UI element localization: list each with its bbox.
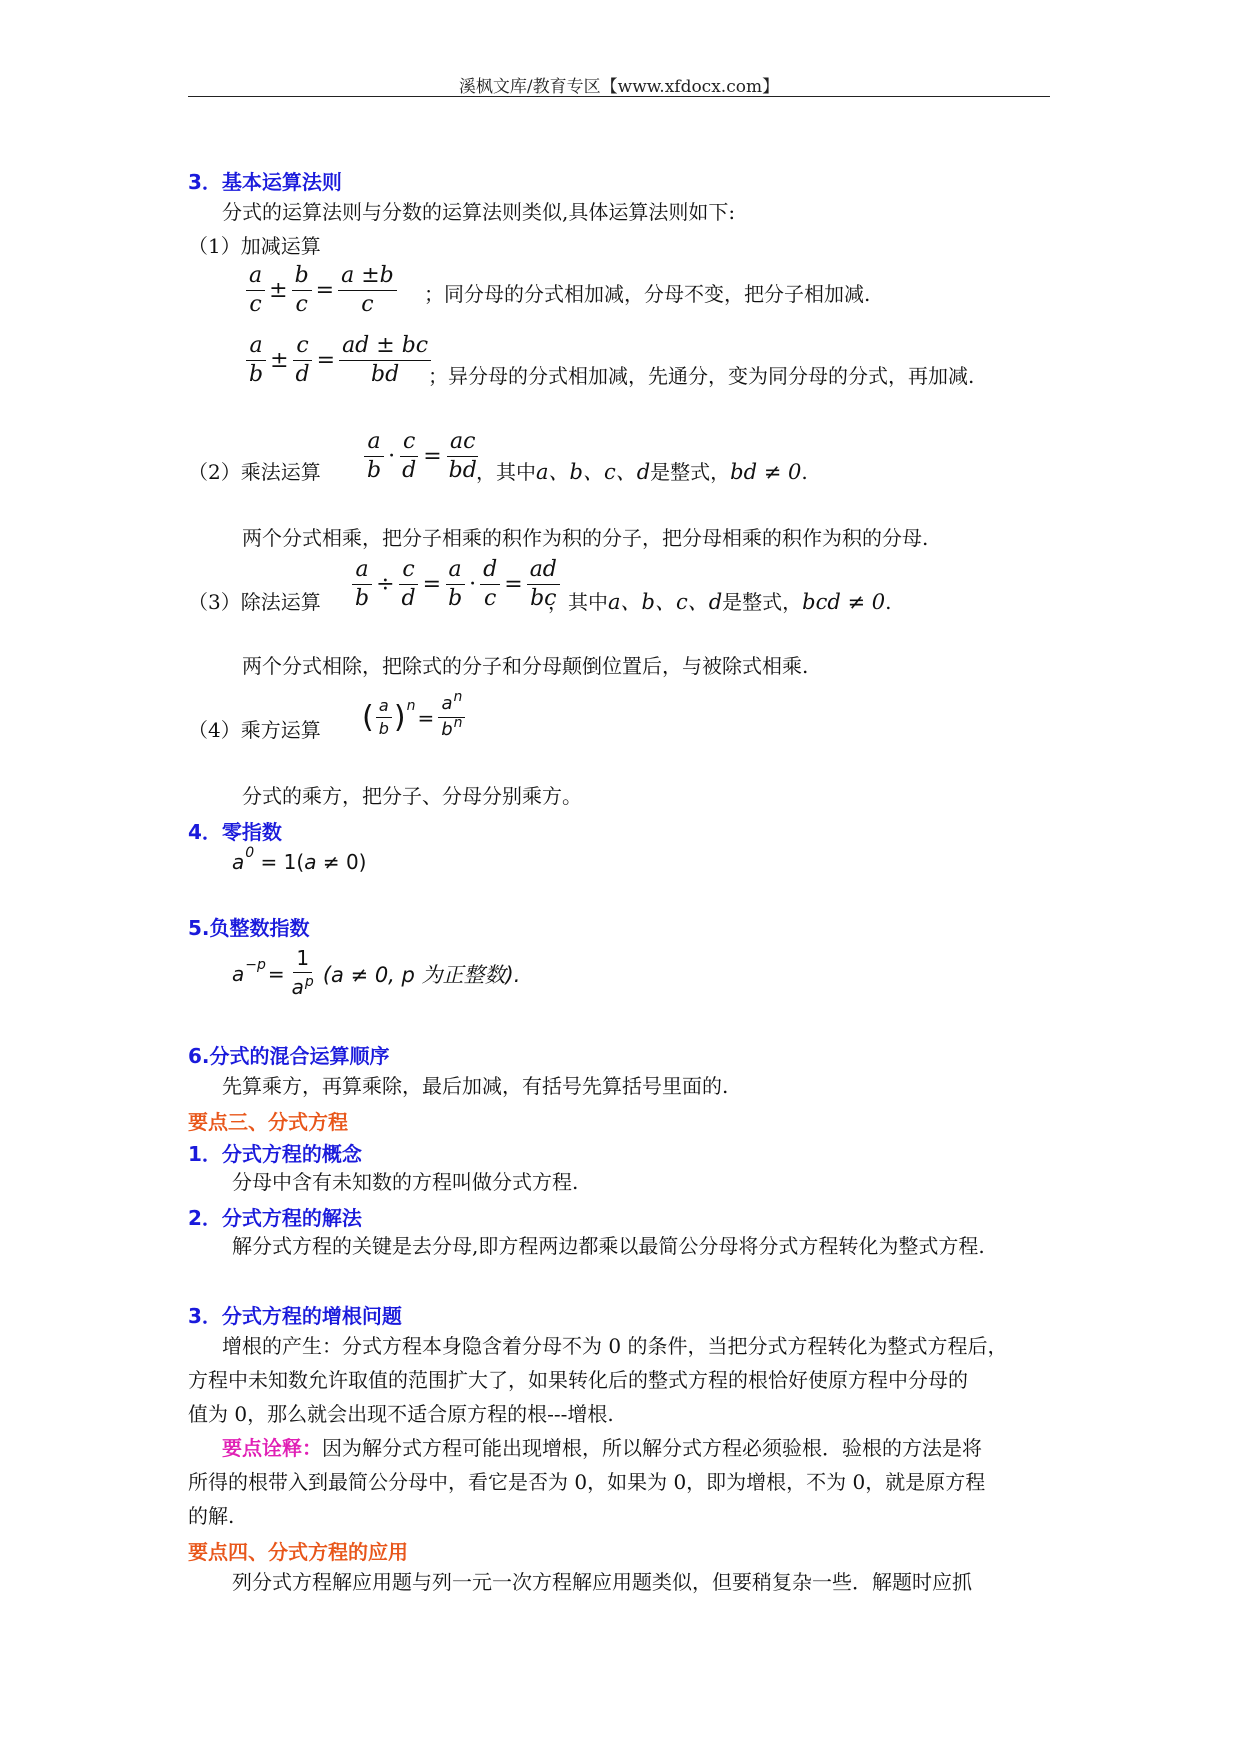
- formula-zero-exponent: $a^0 = 1(a \ne 0)$: [232, 845, 367, 874]
- application-text: 列分式方程解应用题与列一元一次方程解应用题类似，但要稍复杂一些．解题时应抓: [232, 1570, 972, 1594]
- add-sub-label: （1）加减运算: [188, 234, 321, 258]
- equation-solving-text: 解分式方程的关键是去分母,即方程两边都乘以最简公分母将分式方程转化为整式方程.: [232, 1234, 985, 1258]
- note-label: 要点诠释：: [222, 1436, 322, 1460]
- note-line-1: 要点诠释：因为解分式方程可能出现增根，所以解分式方程必须验根．验根的方法是将: [222, 1436, 982, 1460]
- division-desc: 两个分式相除，把除式的分子和分母颠倒位置后，与被除式相乘.: [242, 654, 809, 678]
- rules-intro: 分式的运算法则与分数的运算法则类似,具体运算法则如下:: [222, 200, 736, 224]
- extraneous-root-p2: 方程中未知数允许取值的范围扩大了，如果转化后的整式方程的根恰好使原方程中分母的: [188, 1368, 968, 1392]
- multiplication-label: （2）乘法运算: [188, 460, 321, 484]
- different-denominator-desc: ；异分母的分式相加减，先通分，变为同分母的分式，再加减.: [428, 364, 975, 388]
- division-condition: ，其中a、b、c、d是整式，bcd ≠ 0.: [548, 590, 892, 614]
- extraneous-root-p3: 值为 0，那么就会出现不适合原方程的根---增根.: [188, 1402, 614, 1426]
- note-line-2: 所得的根带入到最简公分母中，看它是否为 0，如果为 0，即为增根，不为 0，就是原方程: [188, 1470, 986, 1494]
- equation-solving-title: 2．分式方程的解法: [188, 1206, 362, 1230]
- equation-concept-text: 分母中含有未知数的方程叫做分式方程.: [232, 1170, 579, 1194]
- equation-concept-title: 1．分式方程的概念: [188, 1142, 362, 1166]
- power-desc: 分式的乘方，把分子、分母分别乘方。: [242, 784, 582, 808]
- page-header: 溪枫文库/教育专区【www.xfdocx.com】: [458, 77, 780, 97]
- key-point-three-title: 要点三、分式方程: [188, 1110, 348, 1134]
- formula-multiplication: $\frac{a}{b}$ · $\frac{c}{d}$ = $\frac{ac}{bd}$: [362, 428, 482, 485]
- formula-different-denominator: $\frac{a}{b}$ ± $\frac{c}{d}$ = $\frac{ad \pm bc}{bd}$: [244, 332, 433, 389]
- formula-negative-exponent: $a^{-p}$ = $\frac{1}{a^p}$ (a ≠ 0, p 为正整数).: [232, 946, 521, 999]
- same-denominator-desc: ；同分母的分式相加减，分母不变，把分子相加减.: [424, 282, 871, 306]
- note-line-3: 的解.: [188, 1504, 235, 1528]
- division-label: （3）除法运算: [188, 590, 321, 614]
- section-title-negative-exponent: 5.负整数指数: [188, 916, 310, 940]
- section-title-basic-rules: 3．基本运算法则: [188, 170, 342, 194]
- formula-division: $\frac{a}{b}$ ÷ $\frac{c}{d}$ = $\frac{a}{b}$ · $\frac{d}{c}$ = $\frac{ad}{bc}$: [350, 556, 562, 613]
- section-title-zero-exponent: 4．零指数: [188, 820, 282, 844]
- power-label: （4）乘方运算: [188, 718, 321, 742]
- header-rule: [188, 96, 1050, 97]
- key-point-four-title: 要点四、分式方程的应用: [188, 1540, 408, 1564]
- formula-power: ( $\frac{a}{b}$ ) n = $\frac{a^n}{b^n}$: [362, 692, 468, 743]
- multiplication-desc: 两个分式相乘，把分子相乘的积作为积的分子，把分母相乘的积作为积的分母.: [242, 526, 929, 550]
- section-title-mixed-order: 6.分式的混合运算顺序: [188, 1044, 390, 1068]
- multiplication-condition: ，其中a、b、c、d是整式，bd ≠ 0.: [476, 460, 808, 484]
- extraneous-root-p1: 增根的产生：分式方程本身隐含着分母不为 0 的条件，当把分式方程转化为整式方程后，: [222, 1334, 1008, 1358]
- extraneous-root-title: 3．分式方程的增根问题: [188, 1304, 402, 1328]
- mixed-order-text: 先算乘方，再算乘除，最后加减，有括号先算括号里面的.: [222, 1074, 729, 1098]
- formula-same-denominator: $\frac{a}{c}$ ± $\frac{b}{c}$ = $\frac{a \pm b}{c}$: [244, 262, 399, 319]
